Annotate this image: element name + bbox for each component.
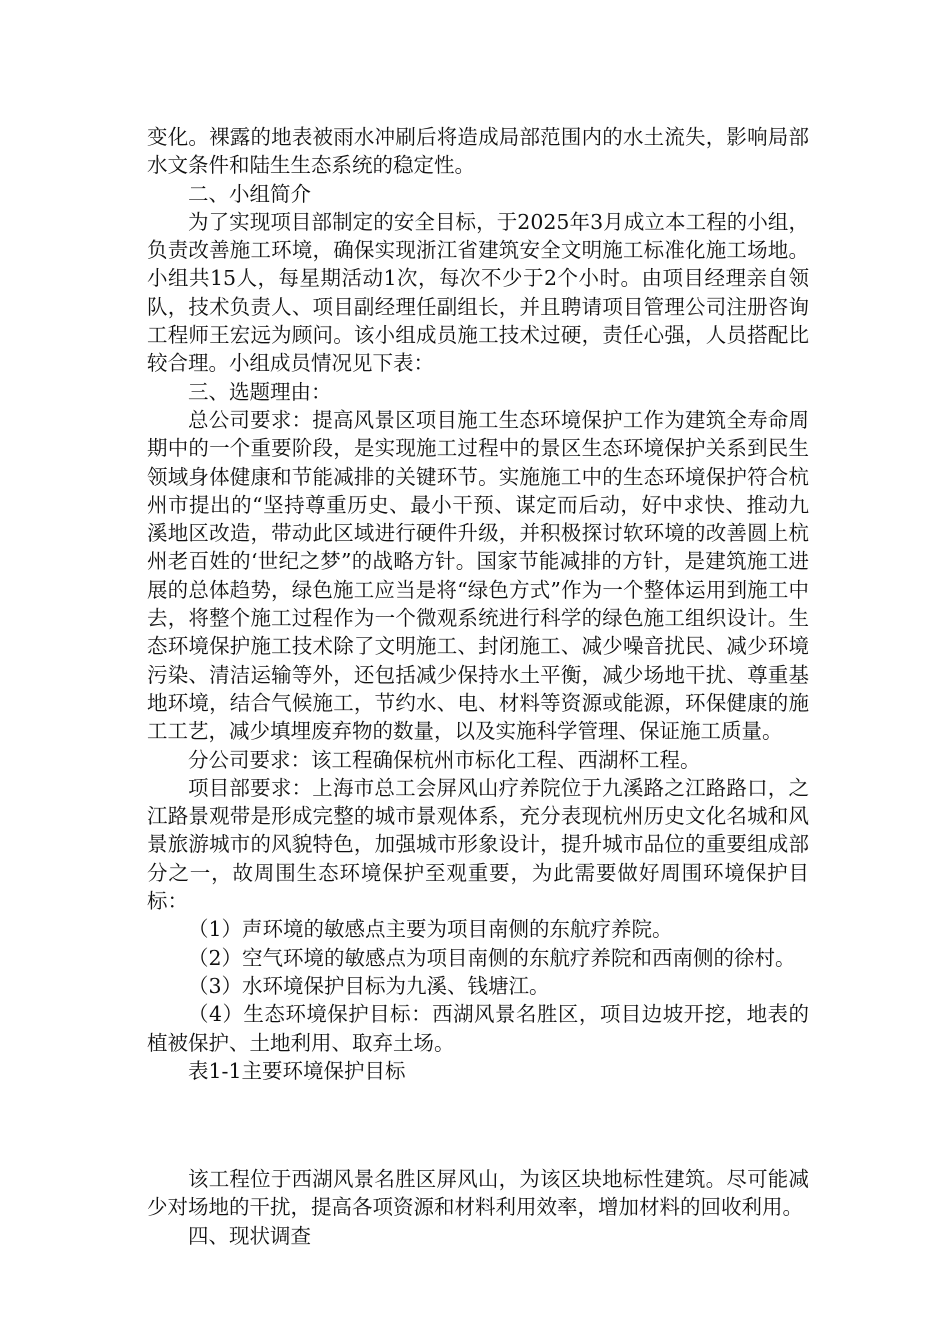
section-heading: 二、小组简介	[188, 181, 311, 206]
paragraph: 该工程位于西湖风景名胜区屏风山，为该区块地标性建筑。尽可能减少对场地的干扰，提高各项资源和材料利用效率，增加材料的回收利用。	[147, 1167, 809, 1220]
text-block-top	[147, 123, 809, 1085]
paragraph: 分公司要求：该工程确保杭州市标化工程、西湖杯工程。	[188, 747, 701, 772]
section-heading: 四、现状调查	[188, 1223, 311, 1248]
section-heading: 三、选题理由：	[188, 379, 332, 404]
text-block-bottom	[147, 1165, 809, 1250]
paragraph: 为了实现项目部制定的安全目标，于2025年3月成立本工程的小组，负责改善施工环境，确保实现浙江省建筑安全文明施工标准化施工场地。小组共15人，每星期活动1次，每次不少于2个小时。由项目经理亲自领队，技术负责人、项目副经理任副组长，并且聘请项目管理公司注册咨询工程师王宏远为顾问。该小组成员施工技术过硬，责任心强，人员搭配比较合理。小组成员情况见下表：	[147, 209, 809, 376]
table-placeholder-gap	[147, 1085, 809, 1165]
paragraph: （1）声环境的敏感点主要为项目南侧的东航疗养院。	[188, 917, 673, 942]
paragraph: 变化。裸露的地表被雨水冲刷后将造成局部范围内的水土流失，影响局部水文条件和陆生生态系统的稳定性。	[147, 125, 809, 178]
paragraph: （4）生态环境保护目标：西湖风景名胜区，项目边坡开挖，地表的植被保护、土地利用、取弃土场。	[147, 1002, 809, 1055]
paragraph: （2）空气环境的敏感点为项目南侧的东航疗养院和西南侧的徐村。	[188, 945, 796, 970]
paragraph: 项目部要求：上海市总工会屏风山疗养院位于九溪路之江路路口，之江路景观带是形成完整的城市景观体系，充分表现杭州历史文化名城和风景旅游城市的风貌特色，加强城市形象设计，提升城市品位的重要组成部分之一，故周围生态环境保护至观重要，为此需要做好周围环境保护目标：	[147, 775, 809, 914]
table-caption: 表1-1主要环境保护目标	[188, 1058, 406, 1083]
paragraph: （3）水环境保护目标为九溪、钱塘江。	[188, 973, 550, 998]
paragraph: 总公司要求：提高风景区项目施工生态环境保护工作为建筑全寿命周期中的一个重要阶段，是实现施工过程中的景区生态环境保护关系到民生领域身体健康和节能减排的关键环节。实施施工中的生态环境保护符合杭州市提出的“坚持尊重历史、最小干预、谋定而后动，好中求快、推动九溪地区改造，带动此区域进行硬件升级，并积极探讨软环境的改善圆上杭州老百姓的‘世纪之梦”的战略方针。国家节能减排的方针，是建筑施工进展的总体趋势，绿色施工应当是将“绿色方式”作为一个整体运用到施工中去，将整个施工过程作为一个微观系统进行科学的绿色施工组织设计。生态环境保护施工技术除了文明施工、封闭施工、减少噪音扰民、减少环境污染、清洁运输等外，还包括减少保持水土平衡，减少场地干扰、尊重基地环境，结合气候施工，节约水、电、材料等资源或能源，环保健康的施工工艺，减少填埋废弃物的数量，以及实施科学管理、保证施工质量。	[147, 407, 809, 744]
document-body	[147, 123, 809, 1250]
